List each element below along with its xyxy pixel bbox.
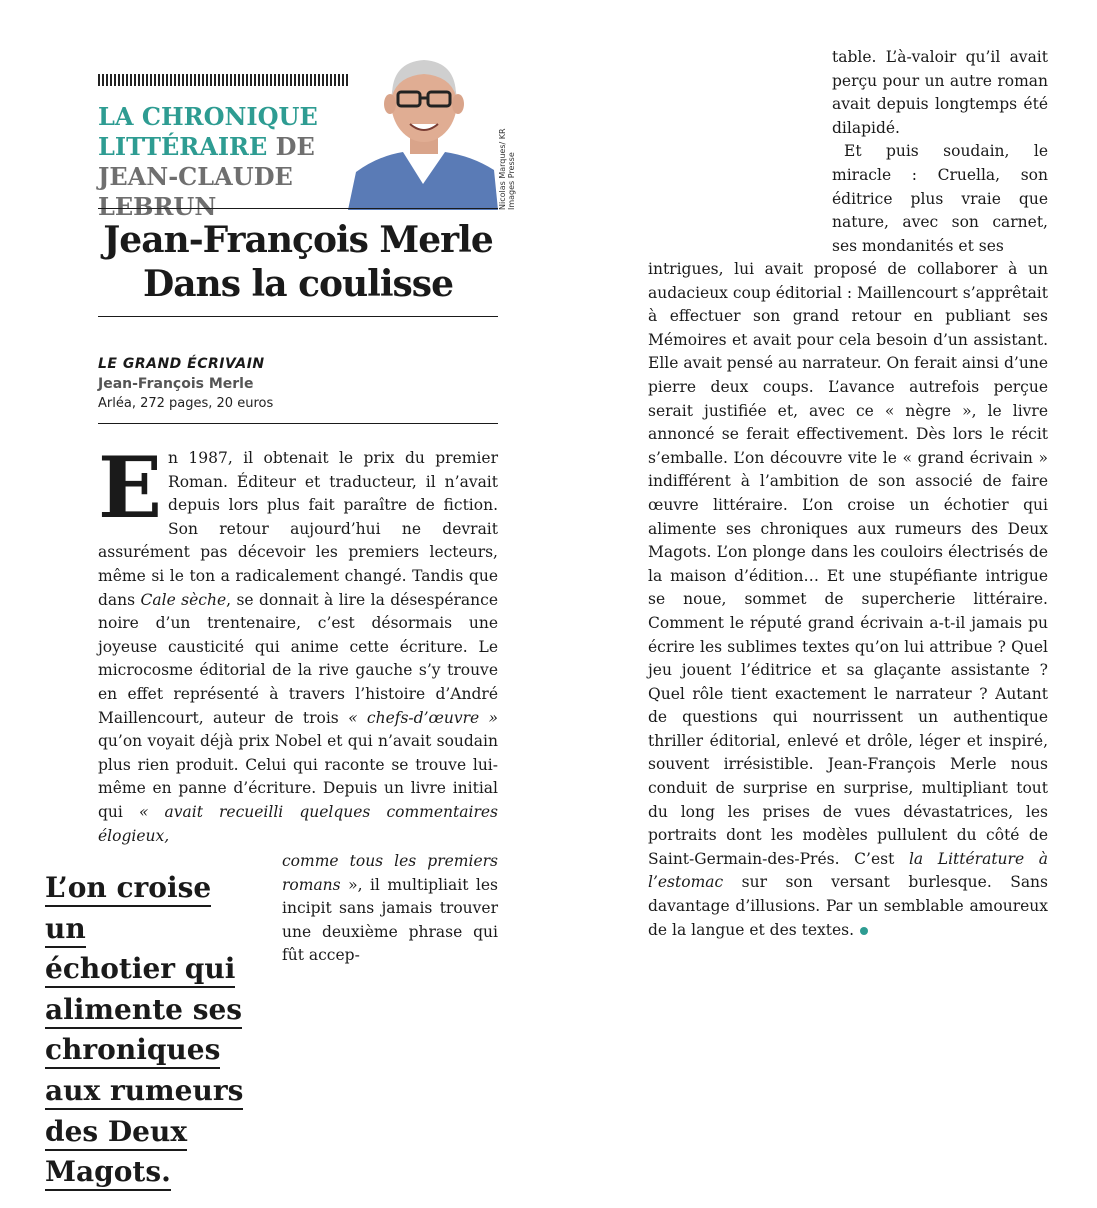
header-rule — [98, 208, 498, 209]
body-column-2-top — [832, 46, 1048, 258]
end-mark-icon — [860, 927, 868, 935]
pull-quote-line: Magots. — [45, 1155, 171, 1191]
paragraph-2-start: Et puis soudain, le miracle : Cruella, son éditrice plus vraie que nature, avec son carnet, ses mondanités et ses — [832, 142, 1048, 255]
title-line-2: Dans la coulisse — [143, 263, 453, 305]
book-info — [98, 354, 498, 414]
book-author: Jean-François Merle — [98, 376, 254, 392]
photo-credit: Nicolas Marques/ KR Images Presse — [498, 128, 516, 210]
body-column-1-continued — [282, 850, 498, 968]
pull-quote-line: chroniques — [45, 1033, 220, 1069]
quotation: comme tous les premiers romans — [282, 852, 498, 894]
body-column-1 — [98, 438, 498, 848]
book-info-rule — [98, 423, 498, 424]
article-title — [98, 218, 498, 306]
pull-quote-line: L’on croise un — [45, 871, 211, 948]
pull-quote — [45, 868, 255, 1193]
body-text: », il multipliait les incipit sans jamais trouver une deuxième phrase qui fût accep- — [282, 875, 498, 965]
drop-cap: E — [98, 438, 163, 537]
body-text: qu’on voyait déjà prix Nobel et qui n’avait soudain plus rien produit. Celui qui raconte se trouve lui-même en panne d’écriture. Depuis un livre initial qui — [98, 732, 498, 821]
pull-quote-line: des Deux — [45, 1115, 187, 1151]
kicker-teal: LA CHRONIQUE LITTÉRAIRE — [98, 102, 318, 161]
quotation: « avait recueilli quelques commentaires élogieux, — [98, 802, 498, 845]
body-text: table. L’à-valoir qu’il avait perçu pour un autre roman avait depuis longtemps été dilapidé. — [832, 48, 1048, 137]
kicker-grey: DE JEAN-CLAUDE LEBRUN — [98, 132, 315, 221]
book-publisher: Arléa, 272 pages, 20 euros — [98, 396, 274, 411]
body-column-2 — [648, 258, 1048, 942]
pull-quote-line: échotier qui — [45, 952, 235, 988]
pull-quote-line: aux rumeurs — [45, 1074, 243, 1110]
quotation: « chefs-d’œuvre » — [348, 708, 498, 727]
columnist-photo — [348, 44, 498, 210]
book-reference: la Littérature à l’estomac — [648, 849, 1048, 892]
body-text: n 1987, il obtenait le prix du premier Roman. Éditeur et traducteur, il n’avait depuis lors plus fait paraître de fiction. Son retour aujourd’hui ne devrait assurément pas décevoir les premiers lecteurs, même si le ton a radicalement changé. Tandis que dans — [98, 449, 498, 609]
body-text: sur son versant burlesque. Sans davantage d’illusions. Par un semblable amoureux de la langue et des textes. — [648, 873, 1048, 939]
title-line-1: Jean-François Merle — [103, 219, 493, 261]
book-title: LE GRAND ÉCRIVAIN — [98, 356, 265, 372]
title-rule — [98, 316, 498, 317]
portrait-illustration — [348, 44, 498, 210]
pull-quote-line: alimente ses — [45, 993, 242, 1029]
body-text: , se donnait à lire la désespérance noire d’un trentenaire, c’est désormais une joyeuse causticité qui anime cette écriture. Le microcosme éditorial de la rive gauche s’y trouve en effet représenté à travers l’histoire d’André Maillencourt, auteur de trois — [98, 590, 498, 727]
body-text: intrigues, lui avait proposé de collaborer à un audacieux coup éditorial : Maillencourt s’apprêtait à effectuer son grand retour en publiant ses Mémoires et avait pour cela besoin d’un assistant. Elle avait pensé au narrateur. On ferait ainsi d’une pierre deux coups. L’avance autrefois perçue serait justifiée et, avec ce « nègre », le livre annoncé se ferait effectivement. Dès lors le récit s’emballe. L’on découvre vite le « grand écrivain » indifférent à l’ambition de son associé de faire œuvre littéraire. L’on croise un échotier qui alimente ses chroniques aux rumeurs des Deux Magots. L’on plonge dans les couloirs électrisés de la maison d’édition… Et une stupéfiante intrigue se noue, sommet de supercherie littéraire. Comment le réputé grand écrivain a-t-il jamais pu écrire les sublimes textes qu’on lui attribue ? Quel jeu jouent l’éditrice et sa glaçante assistante ? Quel rôle tient exactement le narrateur ? Autant de questions qui nourrissent un authentique thriller éditorial, enlevé et drôle, léger et inspiré, souvent irrésistible. Jean-François Merle nous conduit de surprise en surprise, multipliant tout du long les prises de vues dévastatrices, les portraits dont les modèles pullulent du côté de Saint-Germain-des-Prés. C’est — [648, 260, 1048, 868]
book-reference: Cale sèche — [140, 590, 227, 609]
